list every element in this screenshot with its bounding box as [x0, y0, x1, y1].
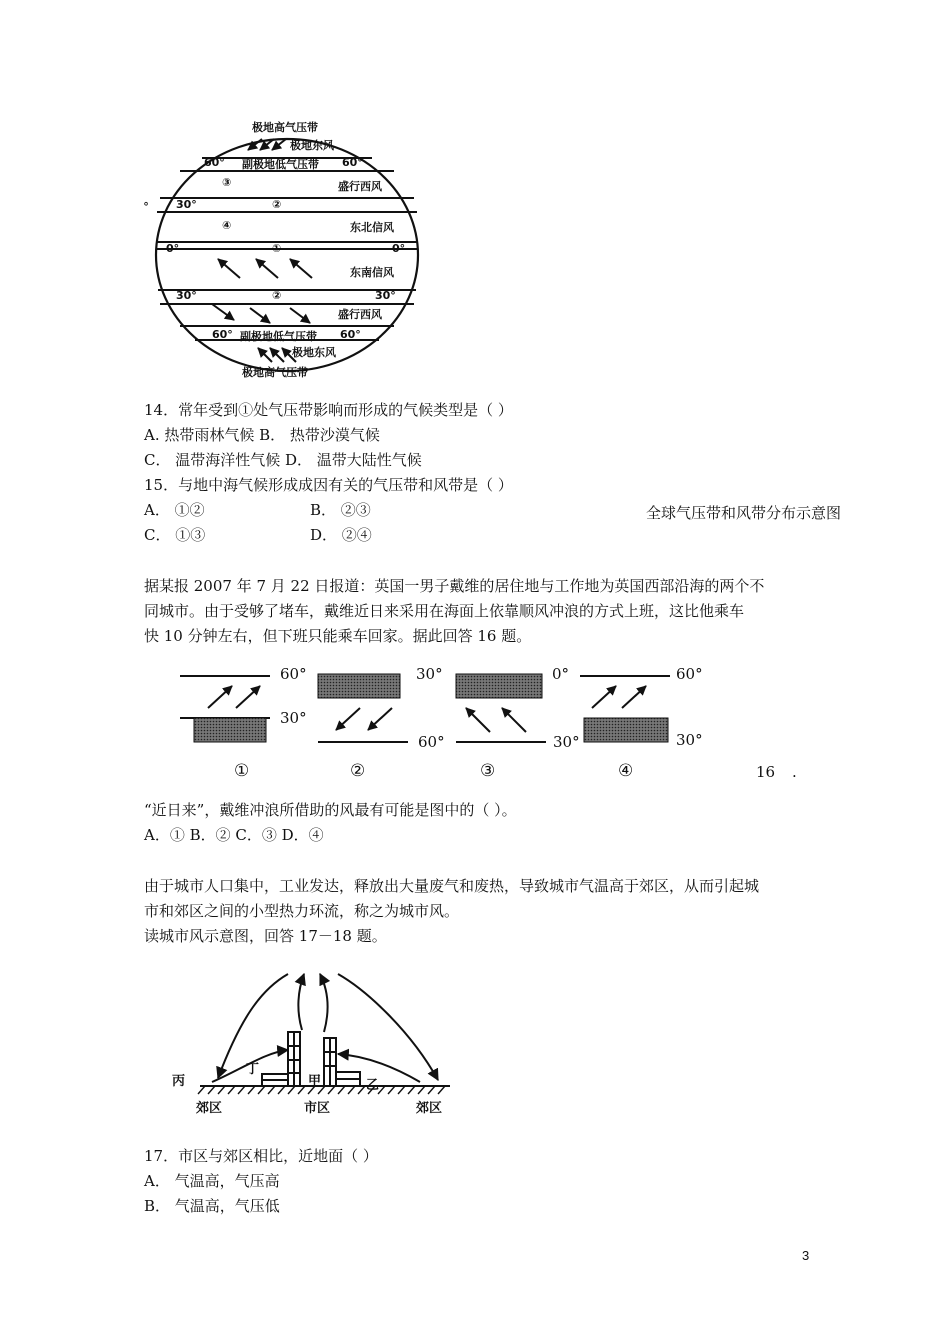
panel1-top-lat: 60° — [280, 665, 307, 683]
label-polar-high-north: 极地高气压带 — [252, 121, 318, 134]
label-lat-30-left-s: 30° — [176, 289, 197, 302]
q15-stem: 15．与地中海气候形成成因有关的气压带和风带是（ ） — [144, 476, 513, 494]
label-circle-2-north: ② — [272, 198, 282, 211]
panel4-top-lat: 60° — [676, 665, 703, 683]
page-number: 3 — [802, 1248, 810, 1263]
label-ding: 丁 — [246, 1062, 260, 1077]
passage16-line3: 快 10 分钟左右，但下班只能乘车回家。据此回答 16 题。 — [144, 627, 532, 645]
q15-option-a: A． ①② — [144, 501, 205, 519]
panel1-bottom-lat: 30° — [280, 709, 307, 727]
q16-options: A．① B．② C．③ D．④ — [144, 826, 324, 844]
q15-option-c: C． ①③ — [144, 526, 206, 544]
panel3-number: ③ — [480, 761, 496, 781]
passage17-line2: 市和郊区之间的小型热力环流，称之为城市风。 — [144, 902, 460, 920]
panel3-bottom-lat: 30° — [553, 733, 580, 751]
label-circle-4: ④ — [222, 219, 232, 232]
label-lat-0-left: 0° — [166, 242, 180, 255]
passage17-line3: 读城市风示意图，回答 17－18 题。 — [144, 927, 387, 945]
q15-option-b: B． ②③ — [310, 501, 371, 519]
label-jia: 甲 — [308, 1074, 322, 1089]
q17-option-b: B． 气温高，气压低 — [144, 1197, 280, 1215]
q14-options-cd: C． 温带海洋性气候 D． 温带大陆性气候 — [144, 451, 422, 469]
label-westerlies-north: 盛行西风 — [338, 180, 382, 193]
label-subpolar-low-north: 副极地低气压带 — [242, 158, 319, 171]
label-circle-3: ③ — [222, 176, 232, 189]
q14-options-ab: A. 热带雨林气候 B． 热带沙漠气候 — [144, 426, 380, 444]
label-lat-0-right: 0° — [392, 242, 406, 255]
label-suburb-left: 郊区 — [196, 1101, 223, 1116]
panel4-bottom-lat: 30° — [676, 731, 703, 749]
label-circle-1: ① — [272, 242, 282, 255]
q15-option-d: D． ②④ — [310, 526, 372, 544]
label-polar-easterlies-north: 极地东风 — [290, 139, 334, 152]
q16-dot: . — [792, 763, 797, 781]
label-lat-30-left-n: 30° — [176, 198, 197, 211]
label-ne-trades: 东北信风 — [350, 221, 394, 234]
label-lat-60-right-n: 60° — [342, 156, 363, 169]
label-westerlies-south: 盛行西风 — [338, 308, 382, 321]
label-lat-60-left-n: 60° — [204, 156, 225, 169]
side-mark: 。 — [144, 194, 155, 207]
label-circle-2-south: ② — [272, 289, 282, 302]
label-polar-high-south: 极地高气压带 — [242, 366, 308, 379]
passage16-line1: 据某报 2007 年 7 月 22 日报道：英国一男子戴维的居住地与工作地为英国西部沿海的两个不 — [144, 577, 765, 595]
label-lat-30-right-s: 30° — [375, 289, 396, 302]
label-se-trades: 东南信风 — [350, 266, 394, 279]
label-yi: 乙 — [366, 1078, 380, 1093]
label-lat-60-left-s: 60° — [212, 328, 233, 341]
q14-stem: 14．常年受到①处气压带影响而形成的气候类型是（ ） — [144, 401, 513, 419]
panel2-top-lat: 30° — [416, 665, 443, 683]
label-bing: 丙 — [172, 1074, 186, 1089]
q17-stem: 17．市区与郊区相比，近地面（ ） — [144, 1147, 378, 1165]
passage17-line1: 由于城市人口集中，工业发达，释放出大量废气和废热，导致城市气温高于郊区，从而引起城 — [144, 877, 760, 895]
label-city: 市区 — [304, 1101, 331, 1116]
label-polar-easterlies-south: 极地东风 — [292, 346, 336, 359]
passage16-line2: 同城市。由于受够了堵车，戴维近日来采用在海面上依靠顺风冲浪的方式上班，这比他乘车 — [144, 602, 745, 620]
panel3-top-lat: 0° — [552, 665, 570, 683]
label-lat-60-right-s: 60° — [340, 328, 361, 341]
label-suburb-right: 郊区 — [416, 1101, 443, 1116]
panel4-number: ④ — [618, 761, 634, 781]
city-wind-diagram — [160, 960, 460, 1120]
diagram-caption: 全球气压带和风带分布示意图 — [646, 504, 842, 522]
q17-option-a: A． 气温高，气压高 — [144, 1172, 280, 1190]
panel1-number: ① — [234, 761, 250, 781]
q16-stem: “近日来”，戴维冲浪所借助的风最有可能是图中的（ ）。 — [144, 801, 517, 819]
panel2-bottom-lat: 60° — [418, 733, 445, 751]
panel2-number: ② — [350, 761, 366, 781]
label-subpolar-low-south: 副极地低气压带 — [240, 330, 317, 343]
q16-number: 16 — [756, 763, 776, 781]
